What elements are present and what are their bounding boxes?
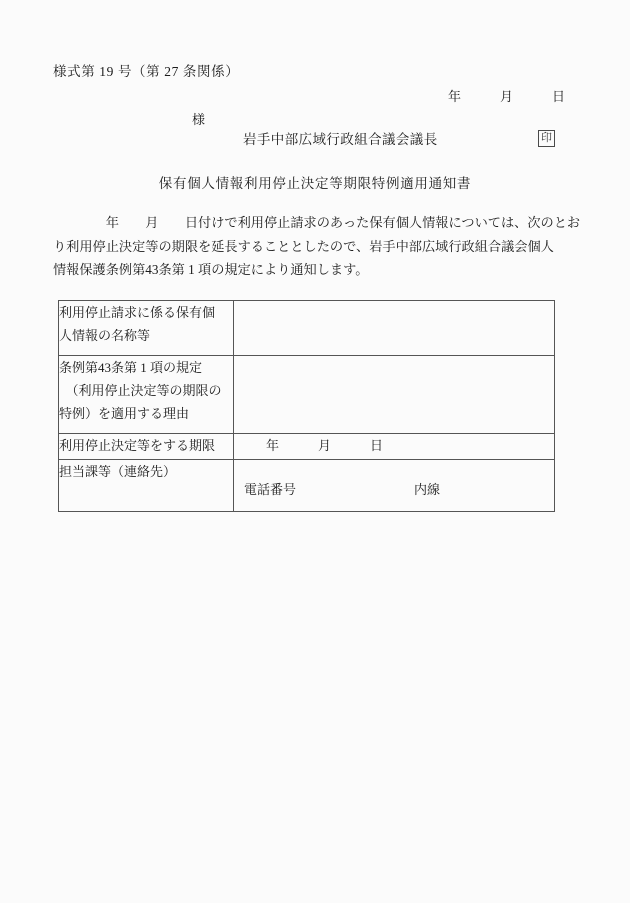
row-label-line: 利用停止請求に係る保有個 <box>59 305 216 320</box>
row-value-cell[interactable] <box>234 301 555 356</box>
row-value-cell[interactable] <box>234 434 555 460</box>
information-table <box>58 300 555 512</box>
body-line: り利用停止決定等の期限を延長することとしたので、岩手中部広域行政組合議会個人 <box>53 238 554 254</box>
contact-fields <box>244 478 554 501</box>
row-value-cell[interactable] <box>234 460 555 512</box>
extension-label: 内線 <box>414 482 441 497</box>
row-label-line: （利用停止決定等の期限の <box>59 383 222 398</box>
form-number: 様式第 19 号（第 27 条関係） <box>53 64 240 79</box>
row-label-cell <box>59 434 234 460</box>
addressee-honorific: 様 <box>192 112 206 127</box>
table-row <box>59 434 555 460</box>
page-title: 保有個人情報利用停止決定等期限特例適用通知書 <box>158 176 472 191</box>
row-value-cell[interactable] <box>234 356 555 434</box>
row-label-line: 条例第43条第 1 項の規定 <box>59 360 203 375</box>
issuer-name: 岩手中部広域行政組合議会議長 <box>243 132 438 147</box>
issuer-row <box>243 128 555 148</box>
table-row <box>59 301 555 356</box>
telephone-label: 電話番号 <box>244 482 297 497</box>
row-label-cell <box>59 301 234 356</box>
issue-date-line: 年 月 日 <box>447 89 565 104</box>
deadline-date-line: 年 月 日 <box>266 438 384 453</box>
row-label-cell <box>59 460 234 512</box>
body-line: 年 月 日付けで利用停止請求のあった保有個人情報については、次のとお <box>53 215 581 230</box>
row-label-line: 人情報の名称等 <box>59 328 151 343</box>
table-row <box>59 356 555 434</box>
row-label-line: 担当課等（連絡先） <box>59 464 177 479</box>
row-label-line: 利用停止決定等をする期限 <box>59 438 216 453</box>
body-paragraph <box>53 211 581 282</box>
table-row <box>59 460 555 512</box>
row-label-line: 特例）を適用する理由 <box>59 406 190 421</box>
seal-stamp-icon: 印 <box>538 130 555 147</box>
row-label-cell <box>59 356 234 434</box>
body-line: 情報保護条例第43条第 1 項の規定により通知します。 <box>53 262 369 277</box>
